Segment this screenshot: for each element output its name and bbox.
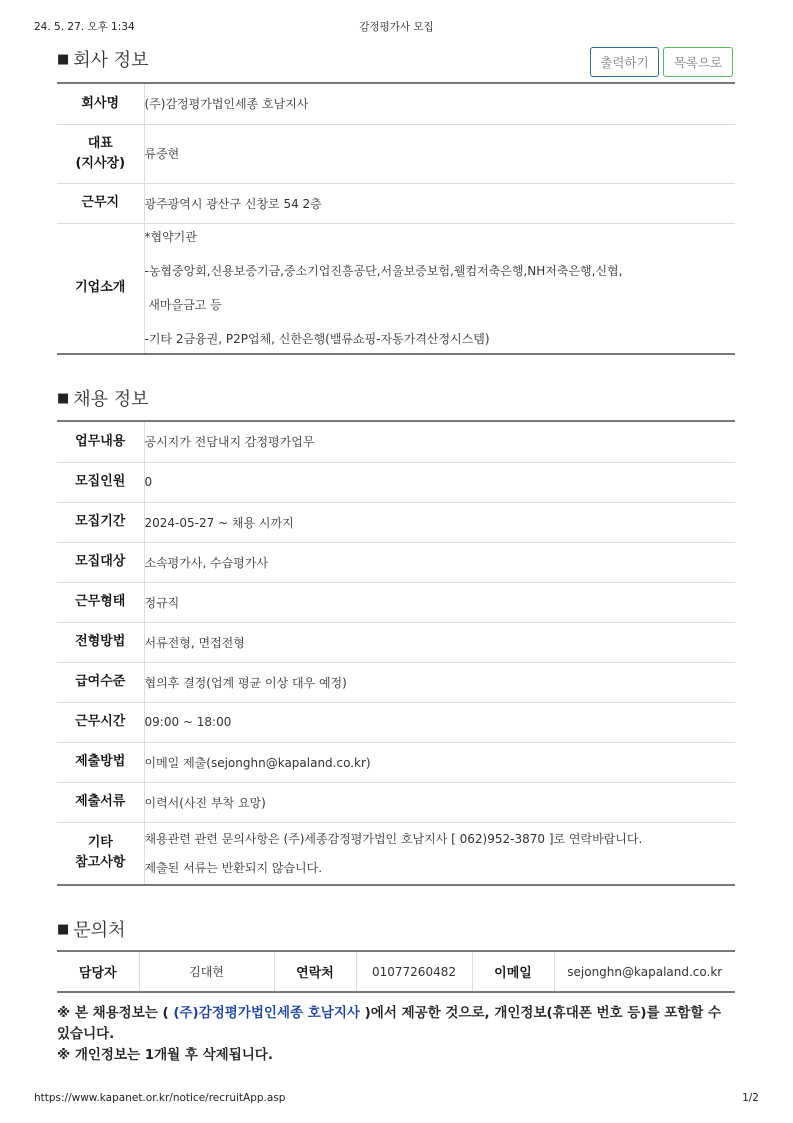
- contact-table: [57, 950, 735, 993]
- job-row-label: 모집기간: [57, 502, 144, 542]
- ceo-label: [57, 124, 144, 183]
- table-row: [57, 662, 735, 702]
- company-section-title: [57, 46, 149, 72]
- print-page-title: 감정평가사 모집: [359, 21, 434, 33]
- job-row-value: 09:00 ~ 18:00: [144, 702, 735, 742]
- location-value: 광주광역시 광산구 신창로 54 2층: [144, 183, 735, 223]
- notice-line1: [57, 1003, 737, 1045]
- table-row: [57, 782, 735, 822]
- job-section-title: [57, 385, 149, 411]
- email-value: sejonghn@kapaland.co.kr: [554, 951, 735, 992]
- job-info-table: [57, 420, 735, 886]
- phone-label: 연락처: [274, 951, 356, 992]
- job-row-label: 제출방법: [57, 742, 144, 782]
- notice-line1-prefix: ※ 본 채용정보는 (: [57, 1005, 174, 1021]
- intro-value: [144, 223, 735, 354]
- back-to-list-button[interactable]: 목록으로: [663, 47, 733, 77]
- print-url: https://www.kapanet.or.kr/notice/recruitApp.asp: [34, 1092, 286, 1104]
- table-row: [57, 951, 735, 992]
- privacy-notice: [57, 1003, 737, 1066]
- table-row: [57, 742, 735, 782]
- job-section-title-text: 채용 정보: [73, 389, 149, 410]
- job-row-label: 업무내용: [57, 421, 144, 462]
- square-bullet-icon: ■: [57, 51, 70, 67]
- table-row: [57, 542, 735, 582]
- ceo-label-line2: (지사장): [75, 155, 126, 171]
- job-row-value: 정규직: [144, 582, 735, 622]
- print-date: 24. 5. 27. 오후 1:34: [34, 21, 135, 33]
- table-row: [57, 421, 735, 462]
- email-label: 이메일: [472, 951, 554, 992]
- table-row: [57, 502, 735, 542]
- square-bullet-icon: ■: [57, 390, 70, 406]
- job-row-label: 급여수준: [57, 662, 144, 702]
- job-row-value: 소속평가사, 수습평가사: [144, 542, 735, 582]
- contact-section-title-text: 문의처: [73, 920, 126, 941]
- table-row: [57, 462, 735, 502]
- job-row-value: 2024-05-27 ~ 채용 시까지: [144, 502, 735, 542]
- table-row: [57, 822, 735, 885]
- intro-line: -농협중앙회,신용보증기금,중소기업진흥공단,서울보증보험,웰컴저축은행,NH저축은행,신협,: [144, 264, 623, 279]
- job-row-value: 협의후 결정(업계 평균 이상 대우 예정): [144, 662, 735, 702]
- job-row-label: 근무시간: [57, 702, 144, 742]
- ceo-value: 류중현: [144, 124, 735, 183]
- table-row: [57, 83, 735, 124]
- table-row: [57, 622, 735, 662]
- contact-section-title: [57, 916, 125, 942]
- notice-line1-suffix: )에서 제공한 것으로, 개인정보(휴대폰 번호 등)를 포함할 수 있습니다.: [57, 1005, 722, 1042]
- company-name-value: (주)감정평가법인세종 호남지사: [144, 83, 735, 124]
- job-row-label: 모집대상: [57, 542, 144, 582]
- notice-line2: ※ 개인정보는 1개월 후 삭제됩니다.: [57, 1047, 273, 1063]
- reference-line: 제출된 서류는 반환되지 않습니다.: [144, 860, 323, 875]
- company-name-label: 회사명: [57, 83, 144, 124]
- table-row: [57, 582, 735, 622]
- job-row-value: 서류전형, 면접전형: [144, 622, 735, 662]
- intro-label: 기업소개: [75, 280, 126, 296]
- job-row-value: 공시지가 전담내지 감정평가업무: [144, 421, 735, 462]
- job-row-value: 0: [144, 462, 735, 502]
- manager-value: 김대현: [139, 951, 274, 992]
- intro-line: 새마을금고 등: [144, 298, 222, 313]
- ceo-label-line1: 대표: [87, 135, 113, 151]
- job-row-label: 제출서류: [57, 782, 144, 822]
- job-row-label: 모집인원: [57, 462, 144, 502]
- table-row: [57, 124, 735, 183]
- table-row: [57, 223, 735, 354]
- table-row: [57, 702, 735, 742]
- print-button[interactable]: 출력하기: [590, 47, 659, 77]
- reference-label-line1: 기타: [87, 835, 113, 851]
- location-label: 근무지: [57, 183, 144, 223]
- company-section-title-text: 회사 정보: [73, 50, 149, 71]
- intro-line: *협약기관: [144, 230, 197, 245]
- table-row: [57, 183, 735, 223]
- job-row-label: 근무형태: [57, 582, 144, 622]
- job-row-value: 이력서(사진 부착 요망): [144, 782, 735, 822]
- reference-label: [57, 822, 144, 885]
- job-row-value: 이메일 제출(sejonghn@kapaland.co.kr): [144, 742, 735, 782]
- notice-company-link[interactable]: (주)감정평가법인세종 호남지사: [173, 1005, 360, 1021]
- reference-line: 채용관련 관련 문의사항은 (주)세종감정평가법인 호남지사 [ 062)952-3870 ]로 연락바랍니다.: [144, 831, 643, 846]
- square-bullet-icon: ■: [57, 921, 70, 937]
- job-row-label: 전형방법: [57, 622, 144, 662]
- company-info-table: [57, 82, 735, 355]
- reference-label-line2: 참고사항: [75, 855, 126, 871]
- intro-line: -기타 2금융권, P2P업체, 신한은행(밸류쇼핑-자동가격산정시스템): [144, 332, 490, 347]
- print-page-number: 1/2: [742, 1092, 759, 1104]
- print-header: [34, 19, 759, 33]
- reference-value: [144, 822, 735, 885]
- phone-value: 01077260482: [356, 951, 472, 992]
- manager-label: 담당자: [78, 966, 117, 981]
- print-footer: [34, 1092, 759, 1106]
